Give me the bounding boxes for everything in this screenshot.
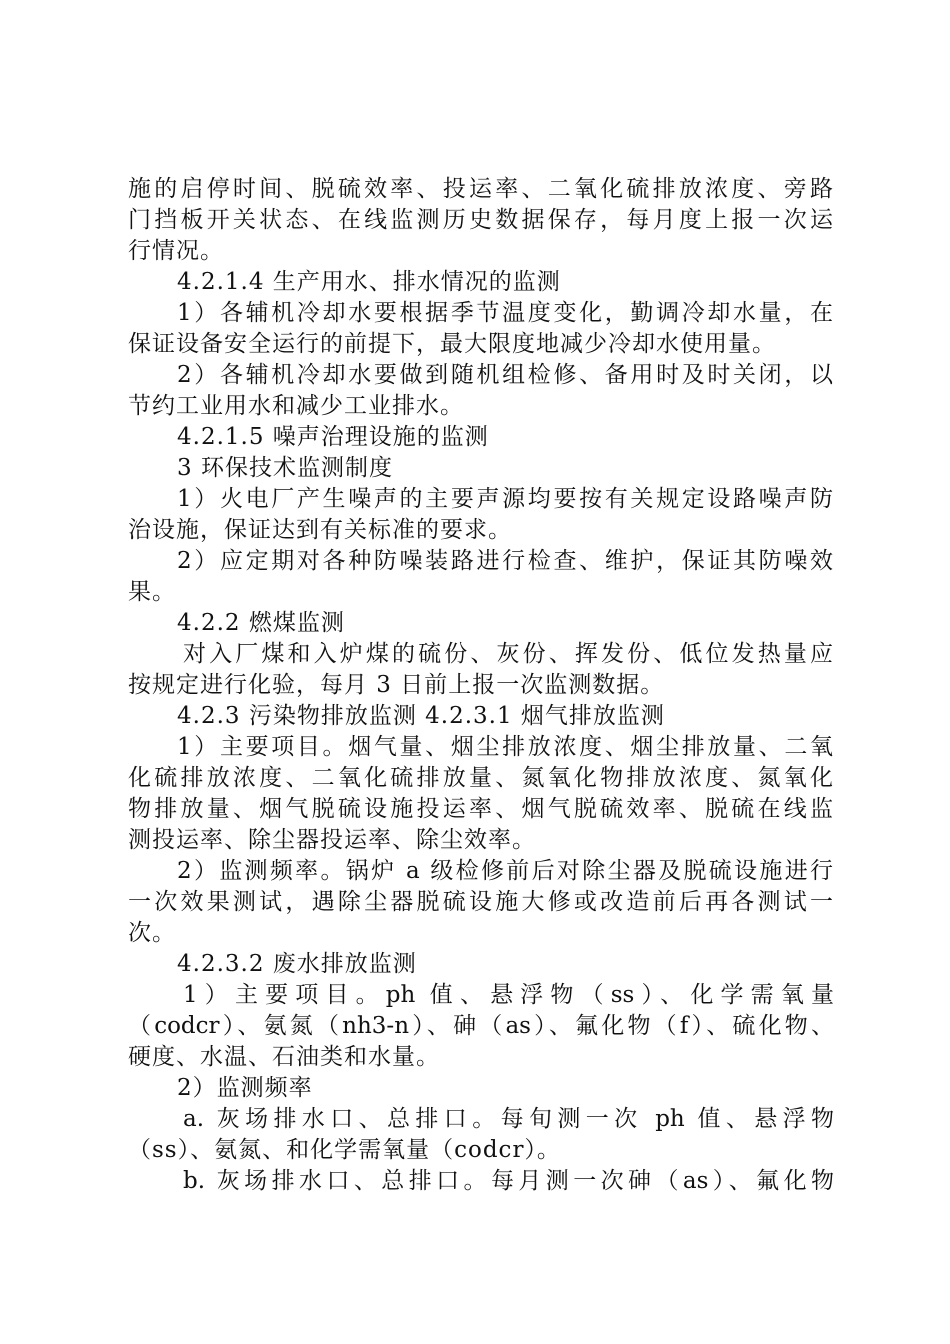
text-line: 治设施，保证达到有关标准的要求。 [128, 517, 512, 543]
text-line: 按规定进行化验，每月 3 日前上报一次监测数据。 [128, 672, 665, 698]
text-line: 硬度、水温、石油类和水量。 [128, 1044, 440, 1070]
text-line: 化硫排放浓度、二氧化硫排放量、氮氧化物排放浓度、氮氧化 [128, 765, 834, 791]
text-line: 2）监测频率 [177, 1075, 313, 1101]
section-heading: 4.2.3.2 废水排放监测 [177, 951, 417, 977]
section-heading: 4.2.1.4 生产用水、排水情况的监测 [177, 269, 561, 295]
text-line: 行情况。 [128, 238, 224, 264]
text-line: （ss）、氨氮、和化学需氧量（codcr）。 [128, 1137, 561, 1163]
text-line: 一次效果测试，遇除尘器脱硫设施大修或改造前后再各测试一 [128, 889, 834, 915]
text-line: 施的启停时间、脱硫效率、投运率、二氧化硫排放浓度、旁路 [128, 176, 834, 202]
text-line: 次。 [128, 920, 176, 946]
text-line: b. 灰场排水口、总排口。每月测一次砷（as）、氟化物 [183, 1168, 834, 1194]
text-line: 1）主要项目。ph 值、悬浮物（ss）、化学需氧量 [183, 982, 834, 1008]
text-line: 1）各辅机冷却水要根据季节温度变化，勤调冷却水量，在 [177, 300, 834, 326]
text-line: 1）主要项目。烟气量、烟尘排放浓度、烟尘排放量、二氧 [177, 734, 834, 760]
text-line: 对入厂煤和入炉煤的硫份、灰份、挥发份、低位发热量应 [183, 641, 834, 667]
section-heading: 3 环保技术监测制度 [177, 455, 393, 481]
text-line: 节约工业用水和减少工业排水。 [128, 393, 464, 419]
text-line: 果。 [128, 579, 176, 605]
text-line: 2）应定期对各种防噪装路进行检查、维护，保证其防噪效 [177, 548, 834, 574]
text-line: 物排放量、烟气脱硫设施投运率、烟气脱硫效率、脱硫在线监 [128, 796, 834, 822]
text-line: （codcr）、氨氮（nh3-n）、砷（as）、氟化物（f）、硫化物、 [128, 1013, 834, 1039]
text-line: 门挡板开关状态、在线监测历史数据保存，每月度上报一次运 [128, 207, 834, 233]
section-heading: 4.2.2 燃煤监测 [177, 610, 345, 636]
text-line: 2）各辅机冷却水要做到随机组检修、备用时及时关闭，以 [177, 362, 834, 388]
section-heading: 4.2.1.5 噪声治理设施的监测 [177, 424, 489, 450]
text-line: a. 灰场排水口、总排口。每旬测一次 ph 值、悬浮物 [183, 1106, 834, 1132]
text-line: 测投运率、除尘器投运率、除尘效率。 [128, 827, 536, 853]
section-heading: 4.2.3 污染物排放监测 4.2.3.1 烟气排放监测 [177, 703, 665, 729]
text-line: 2）监测频率。锅炉 a 级检修前后对除尘器及脱硫设施进行 [177, 858, 834, 884]
document-body [128, 174, 834, 1197]
text-line: 保证设备安全运行的前提下，最大限度地减少冷却水使用量。 [128, 331, 776, 357]
text-line: 1）火电厂产生噪声的主要声源均要按有关规定设路噪声防 [177, 486, 834, 512]
